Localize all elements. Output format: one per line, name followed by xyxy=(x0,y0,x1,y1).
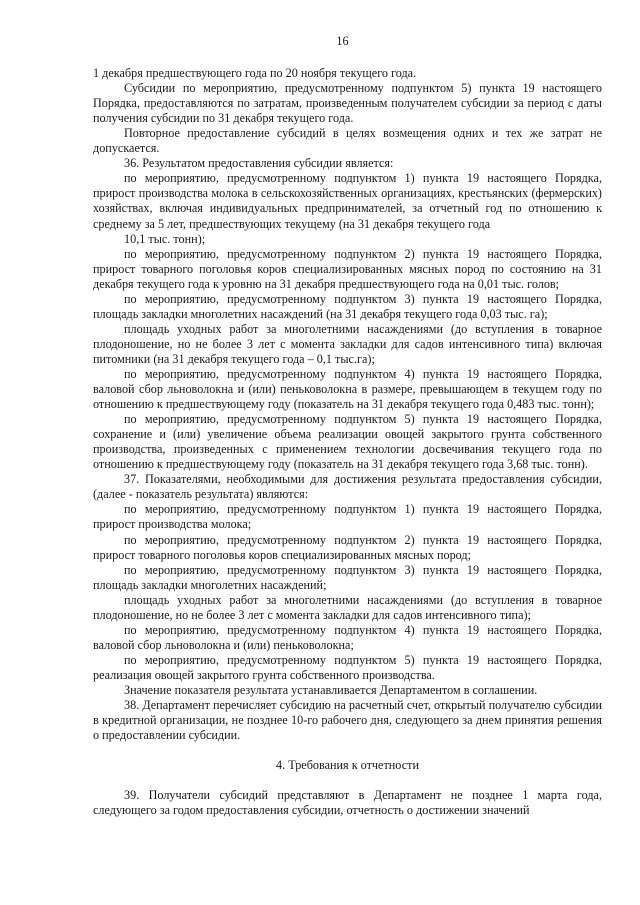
paragraph: площадь уходных работ за многолетними насаждениями (до вступления в товарное плодоношение, но не более 3 лет с момента закладки для садов интенсивного типа); xyxy=(93,592,602,622)
paragraph: по мероприятию, предусмотренному подпунктом 3) пункта 19 настоящего Порядка, площадь закладки многолетних насаждений (на 31 декабря текущего года 0,03 тыс. га); xyxy=(93,291,602,321)
paragraph: по мероприятию, предусмотренному подпунктом 5) пункта 19 настоящего Порядка, сохранение и (или) увеличение объема реализации овощей закрытого грунта собственного производства, произведенных с применением технологии досвечивания текущего года по отношению к предшествующему году (показатель на 31 декабря текущего года 3,68 тыс. тонн). xyxy=(93,412,602,472)
paragraph: по мероприятию, предусмотренному подпунктом 1) пункта 19 настоящего Порядка, прирост производства молока в сельскохозяйственных организациях, крестьянских (фермерских) хозяйствах, включая индивидуальных предпринимателей, за отчетный год по отношению к среднему за 5 лет, предшествующих текущему (на 31 декабря текущего года xyxy=(93,171,602,231)
paragraph: площадь уходных работ за многолетними насаждениями (до вступления в товарное плодоношение, но не более 3 лет с момента закладки для садов интенсивного типа) включая питомники (на 31 декабря текущего года – 0,1 тыс.га); xyxy=(93,321,602,366)
paragraph-item-39: 39. Получатели субсидий представляют в Департамент не позднее 1 марта года, следующего за годом предоставления субсидии, отчетность о достижении значений xyxy=(93,788,602,818)
paragraph: 10,1 тыс. тонн); xyxy=(124,231,206,246)
spacer xyxy=(93,773,602,788)
paragraph: 1 декабря предшествующего года по 20 ноября текущего года. xyxy=(93,66,417,81)
paragraph: Повторное предоставление субсидий в целях возмещения одних и тех же затрат не допускается. xyxy=(93,126,602,156)
section-heading: 4. Требования к отчетности xyxy=(276,758,419,773)
paragraph: по мероприятию, предусмотренному подпунктом 2) пункта 19 настоящего Порядка, прирост товарного поголовья коров специализированных мясных пород по состоянию на 31 декабря текущего года к уровню на 31 декабря предшествующего года на 0,01 тыс. голов; xyxy=(93,246,602,291)
page-number: 16 xyxy=(336,34,349,48)
paragraph-item-37: 37. Показателями, необходимыми для достижения результата предоставления субсидии, (далее - показатель результата) являются: xyxy=(93,472,602,502)
paragraph-item-36: 36. Результатом предоставления субсидии является: xyxy=(124,156,394,171)
spacer xyxy=(93,743,602,758)
paragraph: по мероприятию, предусмотренному подпунктом 4) пункта 19 настоящего Порядка, валовой сбор льноволокна и (или) пеньковолокна в размере, превышающем в текущем году по отношению к предшествующему году (показатель на 31 декабря текущего года 0,483 тыс. тонн); xyxy=(93,366,602,412)
paragraph: Субсидии по мероприятию, предусмотренному подпунктом 5) пункта 19 настоящего Порядка, предоставляются по затратам, произведенным получателем субсидии за период с даты получения субсидии по 31 декабря текущего года. xyxy=(93,81,602,126)
paragraph: по мероприятию, предусмотренному подпунктом 4) пункта 19 настоящего Порядка, валовой сбор льноволокна и (или) пеньковолокна; xyxy=(93,622,602,652)
paragraph-item-38: 38. Департамент перечисляет субсидию на расчетный счет, открытый получателю субсидии в кредитной организации, не позднее 10-го рабочего дня, следующего за днем принятия решения о предоставлении субсидии. xyxy=(93,698,602,743)
paragraph: по мероприятию, предусмотренному подпунктом 1) пункта 19 настоящего Порядка, прирост производства молока; xyxy=(93,502,602,532)
paragraph: по мероприятию, предусмотренному подпунктом 5) пункта 19 настоящего Порядка, реализация овощей закрытого грунта собственного производства. xyxy=(93,652,602,682)
paragraph: по мероприятию, предусмотренному подпунктом 3) пункта 19 настоящего Порядка, площадь закладки многолетних насаждений; xyxy=(93,562,602,592)
paragraph: Значение показателя результата устанавливается Департаментом в соглашении. xyxy=(124,682,538,697)
paragraph: по мероприятию, предусмотренному подпунктом 2) пункта 19 настоящего Порядка, прирост товарного поголовья коров специализированных мясных пород; xyxy=(93,532,602,562)
